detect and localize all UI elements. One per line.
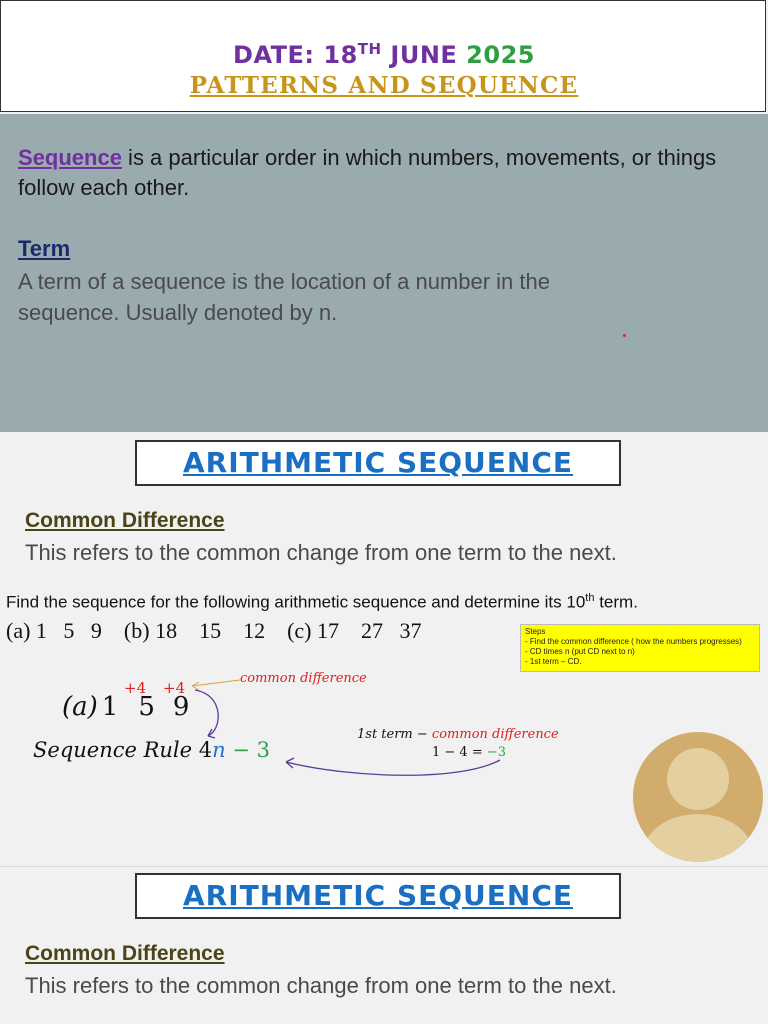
date-year: 2025	[466, 41, 535, 69]
avatar-head-icon	[667, 748, 729, 810]
arithmetic-sequence-title: ARITHMETIC SEQUENCE	[182, 446, 574, 479]
sequence-definition: Sequence is a particular order in which numbers, movements, or things follow each other.	[18, 145, 717, 200]
first-term-formula: 1st term − common difference	[357, 727, 559, 742]
date-line: DATE: 18TH JUNE 2025	[233, 40, 535, 69]
slide-divider	[0, 866, 768, 867]
term-definition: A term of a sequence is the location of a number in the sequence. Usually denoted by n.	[18, 269, 550, 325]
common-difference-annotation: common difference	[240, 671, 367, 686]
avatar-body-icon	[643, 814, 753, 862]
steps-item: - 1st term – CD.	[525, 657, 582, 666]
sequence-list: (a) 1 5 9 (b) 18 15 12 (c) 17 27 37	[6, 618, 422, 643]
common-difference-definition: This refers to the common change from one term to the next.	[25, 973, 617, 998]
difference-label: +4	[163, 679, 186, 697]
arithmetic-sequence-title: ARITHMETIC SEQUENCE	[182, 879, 574, 912]
annotation-arrow-line	[192, 680, 240, 686]
curved-arrow-to-constant	[286, 760, 500, 775]
steps-title: Steps	[525, 627, 546, 636]
sequence-keyword: Sequence	[18, 145, 122, 170]
steps-item: - CD times n (put CD next to n)	[525, 647, 635, 656]
date-superscript: TH	[357, 40, 382, 58]
page-title: PATTERNS AND SEQUENCE	[189, 72, 579, 99]
arithmetic-sequence-title-box	[135, 873, 621, 919]
common-difference-definition: This refers to the common change from one term to the next.	[25, 540, 617, 565]
common-difference-heading: Common Difference	[25, 509, 225, 532]
common-difference-heading: Common Difference	[25, 942, 225, 965]
curved-arrow-to-rule	[195, 690, 218, 736]
instruction-text: Find the sequence for the following arithmetic sequence and determine its 10th term.	[6, 592, 638, 612]
example-sequence: (a) 1 5 9	[62, 692, 190, 722]
sequence-rule: Sequence Rule 4n − 3	[33, 738, 270, 762]
steps-item: - Find the common difference ( how the numbers progresses)	[525, 637, 742, 646]
difference-label: +4	[124, 679, 147, 697]
term-heading: Term	[18, 236, 71, 261]
presenter-avatar	[633, 732, 763, 862]
constant-calculation: 1 − 4 = −3	[432, 745, 507, 760]
